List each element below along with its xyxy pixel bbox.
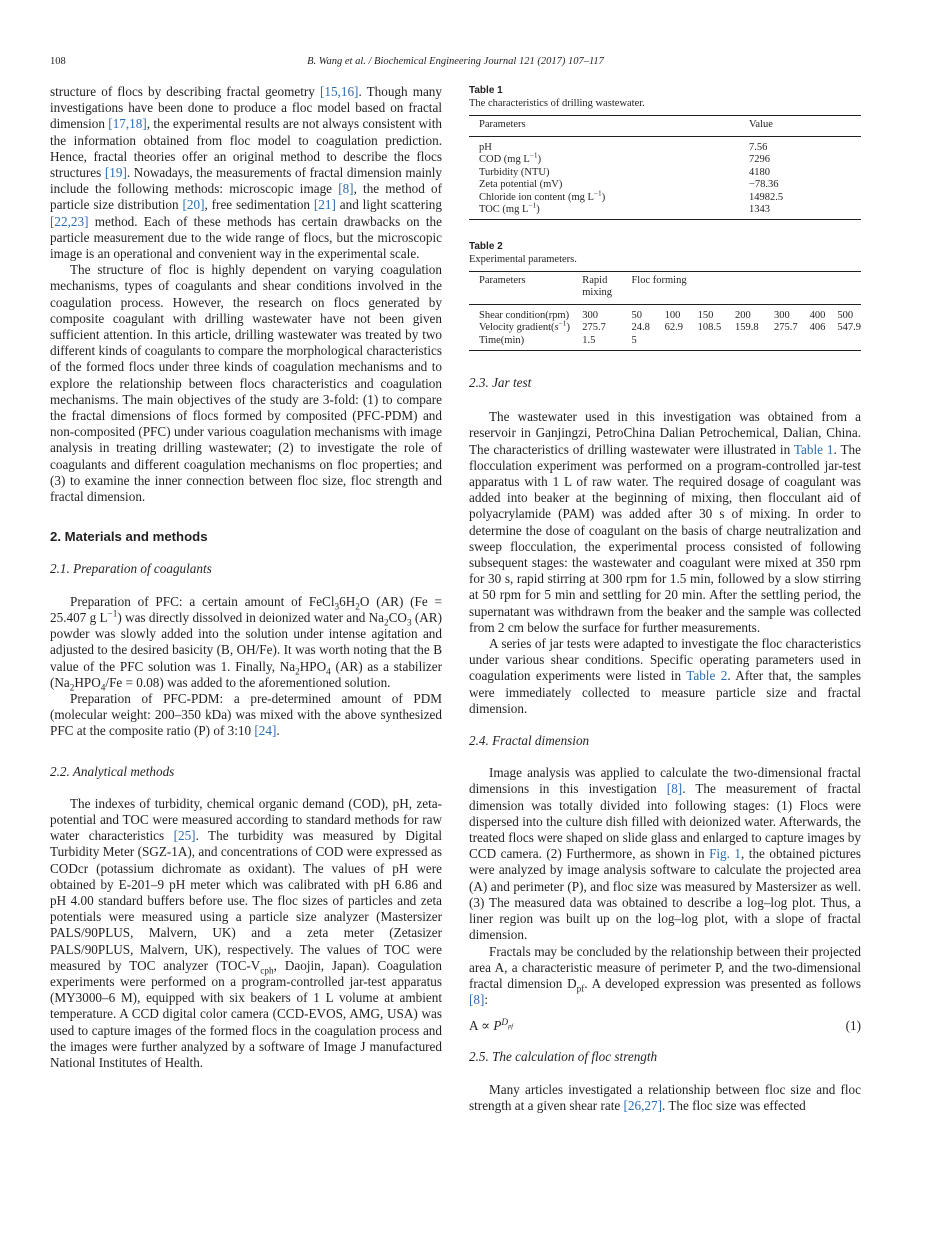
table-caption: Table 1 The characteristics of drilling wastewater. — [469, 85, 645, 109]
citation-link[interactable]: [24] — [254, 723, 277, 739]
paragraph: Image analysis was applied to calculate the two-dimensional fractal dimensions in this investigation [8]. The measurement of fractal dimension was totally divided into following stages: (1) Flocs were dispersed into the culture dish filled with deionized water. Afterwards, the treated flocs were shaped on slide glass and enlarged to capture images by CCD camera. (2) Furthermore, as shown in Fig. 1, the obtained pictures were analyzed by image analysis software to calculate the projected area (A) and perimeter (P), and floc size was measured by Mastersizer as well. (3) The measured data was obtained to describe a log–log plot. Thus, a liner region was built up on the log–log plot, with a slope of fractal dimension. — [469, 765, 862, 943]
table-header: Value — [749, 119, 773, 130]
table-row: Zeta potential (mV) −78.36 — [479, 179, 779, 190]
table-caption: Table 2 Experimental parameters. — [469, 240, 577, 265]
citation-link[interactable]: [25] — [173, 828, 196, 844]
table-row: COD (mg $L^{-1}$) 7296 — [479, 150, 770, 165]
table-1 — [469, 115, 861, 220]
paragraph: The wastewater used in this investigation was obtained from a reservoir in Ganjingzi, PetroChina Dalian Petrochemical, Dalian, China. The characteristics of drilling wastewater were illustrated in Table 1. The flocculation experiment was performed on a program-controlled jar-test apparatus with 1 L of raw water. The required dosage of coagulant was added into beaker at the beginning of mixing, then flocculant aid of polyacrylamide (PAM) was added after 30 s of mixing. In order to determine the dose of coagulant on the basis of charge neutralization and sweep flocculation, the experimental process consisted of following subsequent stages: the wastewater and coagulant were mixed at 350 rpm for 30 s, rapid stirring at 300 rpm for 1.5 min, followed by a slow stirring at 50 rpm for 5 min and settling for 20 min. After the settling period, the supernatant was withdrawn from the beaker and the sample was collected from 2 cm below the surface for further measurements. — [469, 409, 861, 635]
table-header: Parameters — [479, 274, 526, 286]
equation-number: (1) — [845, 1018, 861, 1034]
citation-link[interactable]: [19] — [104, 165, 127, 181]
citation-link[interactable]: [20] — [182, 197, 205, 213]
citation-link[interactable]: [21] — [313, 197, 336, 213]
paragraph: Preparation of PFC-PDM: a pre-determined amount of PDM (molecular weight: 200–350 kDa) was mixed with the above synthesized PFC at the composite ratio (P) of 3:10 [24]. — [50, 690, 442, 739]
paragraph: A series of jar tests were adapted to investigate the floc characteristics under various shear conditions. Specific operating parameters used in coagulation experiments were listed in Table 2. After that, the samples were immediately collected to measure particle size and fractal dimension. — [469, 636, 862, 716]
paragraph: structure of flocs by describing fractal geometry [15,16]. Though many investigations have been done to produce a floc model based on fractal dimension [17,18], the experimental results are not always consistent with the information obtained from floc model to coagulation prediction. Hence, fractal theories offer an original method to describe the flocs structures [19]. Nowadays, the measurements of fractal dimension mainly include the following methods: microscopic image [8], the method of particle size distribution [20], free sedimentation [21] and light scattering [22,23] method. Each of these methods has certain drawbacks on the particle measurement due to the wide range of flocs, but the microscopic image is an operational and convenient way in the experimental scale. — [50, 84, 443, 262]
table-row: pH 7.56 — [479, 141, 768, 153]
table-row: Time(min) 1.5 5 — [479, 334, 637, 346]
page-header — [50, 56, 861, 70]
subsection-heading: 2.5. The calculation of floc strength — [469, 1049, 658, 1065]
section-heading: 2. Materials and methods — [50, 529, 208, 545]
citation-link[interactable]: [8] — [338, 181, 354, 197]
table-row: Turbidity (NTU) 4180 — [479, 166, 770, 178]
subsection-heading: 2.1. Preparation of coagulants — [50, 561, 212, 577]
table-header: Rapid mixing — [582, 274, 613, 298]
journal-citation: B. Wang et al. / Biochemical Engineering Journal 121 (2017) 107–117 — [307, 56, 604, 67]
left-column — [50, 84, 442, 1071]
paragraph: Preparation of PFC: a certain amount of $FeCl_36H_2O$ (AR) (Fe = 25.407 g $L^{-1}$) was directly dissolved in deionized water and $Na_2CO_3$ (AR) powder was slowly added into the solution under intense agitation and adjusted to the desired basicity (B, OH/Fe). It was worth noting that the B value of the PFC solution was 1. Finally, $Na_2HPO_4$ (AR) as a stabilizer $(Na_2HPO_4/Fe = 0.08)$ was added to the aforementioned solution. — [50, 593, 442, 693]
table-header: Parameters — [479, 119, 526, 130]
subsection-heading: 2.2. Analytical methods — [50, 763, 175, 779]
table-2 — [469, 271, 861, 352]
table-row: TOC (mg $L^{-1}$) 1343 — [479, 200, 770, 215]
equation-formula: $A \propto P^{D_{pf}}$ — [469, 1016, 514, 1034]
paragraph: The structure of floc is highly dependent on varying coagulation mechanisms, types of coagulants and shear conditions involved in the coagulation process. However, the research on flocs generated by composite coagulant with drilling wastewater have not been given sufficient attention. In this article, drilling wastewater was treated by two different kinds of coagulants to compare the morphological characteristics of the formed flocs under three kinds of coagulation mechanisms and to explore the relationship between flocs characteristics and coagulation mechanisms. The main objectives of the study are 3-fold: (1) to compare the fractal dimensions of flocs formed by composited (PFC-PDM) and non-composited (PFC) under various coagulation mechanisms with image analysis in treating drilling wastewater; (2) to investigate the role of coagulants and different coagulation mechanisms on floc properties; and (3) to examine the inner connection between floc size, floc strength and fractal dimension. — [50, 262, 442, 505]
paragraph: Fractals may be concluded by the relationship between their projected area A, a characteristic measure of perimeter P, and the two-dimensional fractal dimension $D_{pf}$. A developed expression was presented as follows [8]: — [469, 943, 861, 1008]
table-header: Floc forming — [631, 274, 687, 286]
equation-1 — [469, 1018, 861, 1035]
citation-link[interactable]: [17,18] — [108, 116, 147, 132]
table-link[interactable]: Table 1 — [793, 441, 834, 457]
table-row: Velocity $gradient(s^{-1})$ 275.7 24.8 62.9 108.5 159.8 275.7 406 547.9 — [479, 318, 861, 333]
subsection-heading: 2.3. Jar test — [469, 375, 532, 390]
citation-link[interactable]: [26,27] — [623, 1097, 662, 1113]
paragraph: Many articles investigated a relationship between floc size and floc strength at a given shear rate [26,27]. The floc size was effected — [469, 1081, 861, 1113]
table-row: Chloride ion content (mg $L^{-1}$) 14982.5 — [479, 188, 784, 203]
subsection-heading: 2.4. Fractal dimension — [469, 733, 590, 749]
page-number: 108 — [50, 56, 66, 67]
citation-link[interactable]: [8] — [666, 781, 683, 797]
table-link[interactable]: Table 2 — [686, 668, 728, 684]
paragraph: The indexes of turbidity, chemical organic demand (COD), pH, zeta-potential and TOC were measured according to standard methods for raw water characteristics [25]. The turbidity was measured by Digital Turbidity Meter (SGZ-1A), and concentrations of COD were expressed as CODcr (potassium dichromate as oxidant). The values of pH were obtained by E-201–9 pH meter which was calibrated with pH 6.86 and pH 4.00 standard buffers before use. The floc sizes of particles and zeta potentials were measured using a particle size analyzer (Mastersizer PALS/90PLUS, Malvern, UK) and a zeta meter (Zetasizer PALS/90PLUS, Malvern, UK), respectively. The values of TOC were measured by TOC analyzer ($TOC-V_{cph}$, Daojin, Japan). Coagulation experiments were performed on a program-controlled jar-test apparatus (MY3000–6 M), equipped with six beakers of 1 L volume at ambient temperature. A CCD digital color camera (CCD-EVOS, AMG, USA) was used to capture images of the formed flocs in the coagulation process and the images were further analyzed by a software of Image J manufactured National Institutes of Health. — [50, 795, 442, 1070]
citation-link[interactable]: [22,23] — [50, 213, 89, 229]
figure-link[interactable]: Fig. 1 — [709, 846, 742, 862]
citation-link[interactable]: [15,16] — [319, 84, 359, 99]
citation-link[interactable]: [8] — [469, 992, 485, 1008]
table-row: Shear condition(rpm) 300 50 100 150 200 300 400 500 — [479, 309, 854, 321]
right-column — [469, 84, 861, 1114]
